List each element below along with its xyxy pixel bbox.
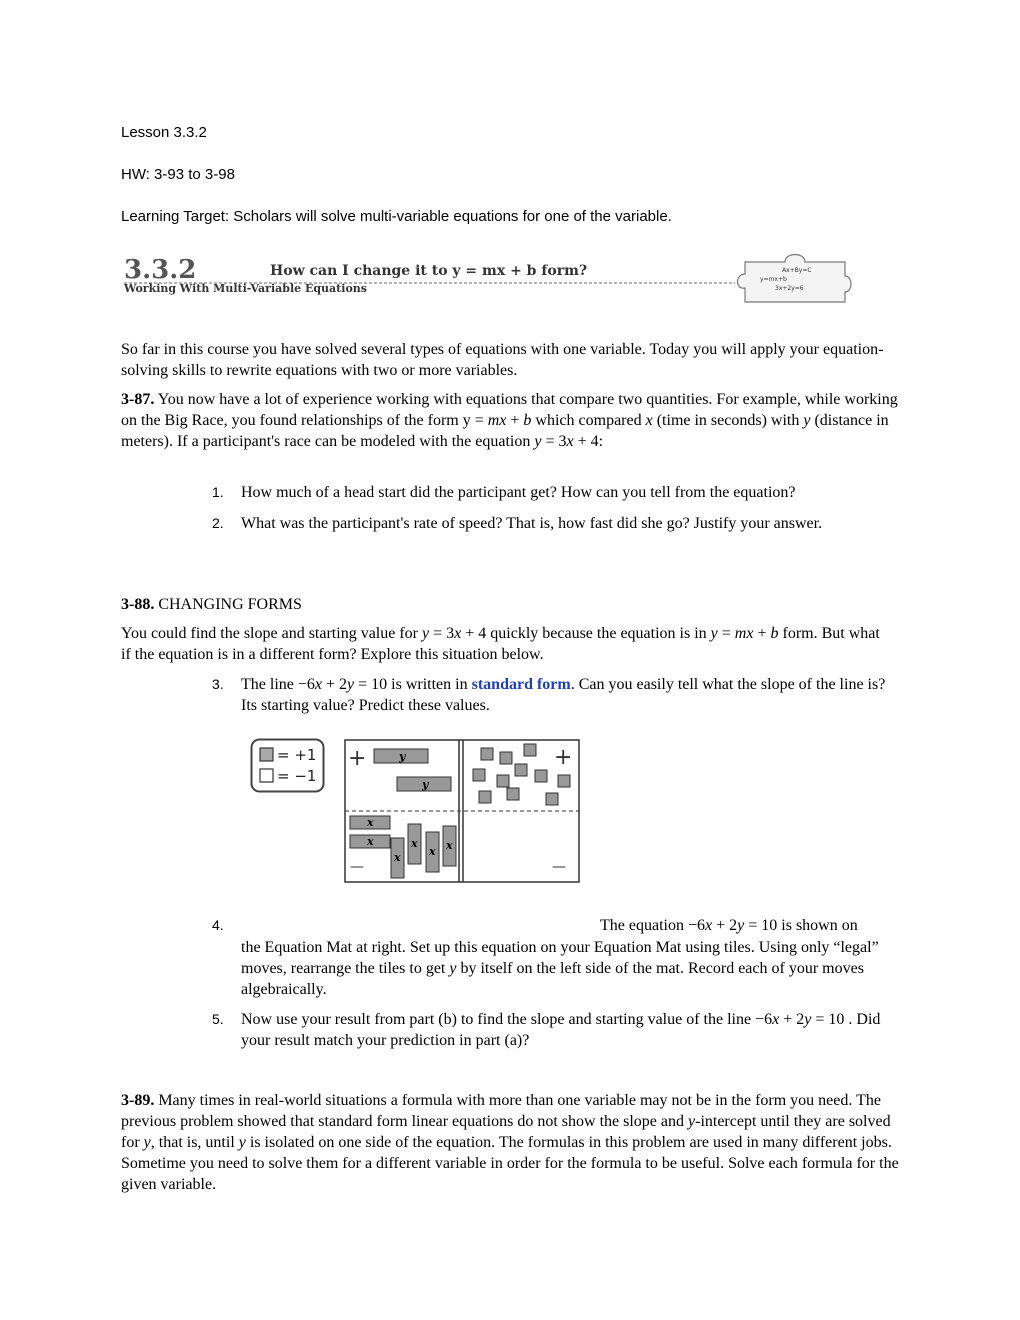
svg-text:x: x bbox=[411, 837, 418, 850]
banner-question: How can I change it to y = mx + b form? bbox=[270, 263, 588, 279]
legend-negative: = −1 bbox=[277, 767, 317, 785]
negative-tile-icon bbox=[260, 769, 273, 782]
mat-minus-left: — bbox=[350, 859, 364, 875]
mat-plus-right: + bbox=[554, 745, 573, 770]
item-number-1: 1. bbox=[212, 484, 224, 500]
positive-tile-icon bbox=[260, 748, 273, 761]
problem-3-89: 3-89. Many times in real-world situations a formula with more than one variable may not be in the form you need. The previous problem showed that standard form linear equations do not show the slope and y-intercept until they are solved for y, that is, until y is isolated on one side of the equation. The formulas in this problem are used in many different jobs. Sometime you need to solve them for a different variable in order for the formula to be useful. Solve each formula for the given variable. bbox=[121, 1092, 899, 1193]
svg-text:x: x bbox=[429, 845, 436, 858]
puzzle-line-3: 3x+2y=6 bbox=[775, 285, 804, 292]
problem-3-88-heading: 3-88. CHANGING FORMS bbox=[121, 596, 302, 613]
question-5: Now use your result from part (b) to find the slope and starting value of the line −6x + 2y = 10 . Did your result match your prediction in part (a)? bbox=[241, 1011, 881, 1049]
question-4-first-line: The equation −6x + 2y = 10 is shown on bbox=[600, 917, 858, 934]
equation-mat bbox=[342, 738, 582, 885]
learning-target: Learning Target: Scholars will solve multi-variable equations for one of the variable. bbox=[121, 208, 672, 225]
item-number-5: 5. bbox=[212, 1011, 224, 1027]
problem-label: 3-87. bbox=[121, 391, 155, 408]
tile-legend bbox=[250, 738, 326, 794]
item-number-3: 3. bbox=[212, 676, 224, 692]
question-2: What was the participant's rate of speed? That is, how fast did she go? Justify your answer. bbox=[241, 515, 823, 532]
svg-text:y: y bbox=[422, 778, 429, 791]
item-number-4: 4. bbox=[212, 917, 224, 933]
item-number-2: 2. bbox=[212, 515, 224, 531]
puzzle-line-2: y=mx+b bbox=[760, 276, 787, 283]
svg-text:x: x bbox=[446, 839, 453, 852]
mat-plus-left: + bbox=[348, 746, 367, 771]
lesson-banner bbox=[120, 248, 920, 304]
svg-text:x: x bbox=[394, 851, 401, 864]
problem-3-87: 3-87. You now have a lot of experience working with equations that compare two quantities. For example, while working on the Big Race, you found relationships of the form y = mx + b which compared x (time in seconds) with y (distance in meters). If a participant's race can be modeled with the equation y = 3x + 4: bbox=[121, 391, 898, 450]
standard-form-link[interactable]: standard form bbox=[471, 676, 571, 693]
puzzle-piece-icon bbox=[738, 255, 852, 303]
question-1: How much of a head start did the participant get? How can you tell from the equation? bbox=[241, 484, 796, 501]
question-4: the Equation Mat at right. Set up this equation on your Equation Mat using tiles. Using only “legal” moves, rearrange the tiles to get y by itself on the left side of the mat. Record each of your moves algebraically. bbox=[241, 939, 879, 998]
homework-line: HW: 3-93 to 3-98 bbox=[121, 166, 235, 183]
lesson-title: Lesson 3.3.2 bbox=[121, 124, 207, 141]
problem-3-88-text: You could find the slope and starting value for y = 3x + 4 quickly because the equation is in y = mx + b form. But what if the equation is in a different form? Explore this situation below. bbox=[121, 625, 880, 663]
mat-minus-right: — bbox=[552, 859, 566, 875]
intro-paragraph: So far in this course you have solved several types of equations with one variable. Today you will apply your equation-solving skills to rewrite equations with two or more variables. bbox=[121, 341, 884, 379]
banner-number: 3.3.2 bbox=[124, 255, 197, 285]
legend-positive: = +1 bbox=[277, 746, 317, 764]
svg-text:y: y bbox=[399, 750, 406, 763]
svg-text:x: x bbox=[367, 816, 374, 829]
svg-text:x: x bbox=[367, 835, 374, 848]
question-3: The line −6x + 2y = 10 is written in standard form. Can you easily tell what the slope of the line is? Its starting value? Predict these values. bbox=[241, 676, 886, 714]
banner-graphic bbox=[120, 248, 920, 304]
puzzle-line-1: Ax+By=C bbox=[782, 267, 812, 274]
banner-subtitle: Working With Multi-Variable Equations bbox=[124, 282, 367, 295]
